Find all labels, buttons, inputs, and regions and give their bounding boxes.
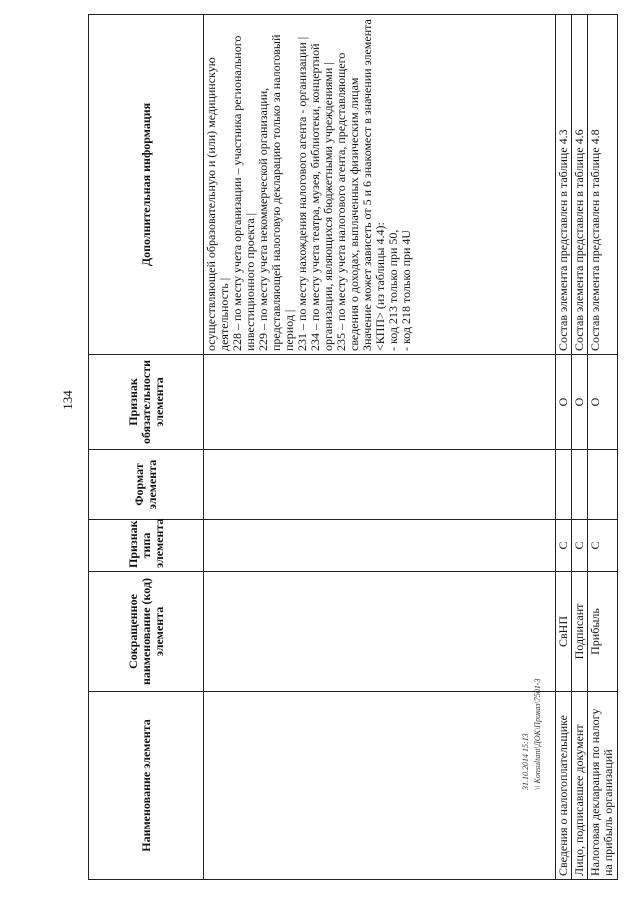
cell-code [204,572,556,692]
cell-code: СвНП [556,572,572,692]
cell-name: Налоговая декларация по налогу на прибыль организаций [588,692,618,880]
footer-line: \\ Konsultant\ДОК\Приказ\7501-3 [533,678,542,790]
table-row [556,15,572,880]
cell-format [572,450,588,520]
header-info: Дополнительная информация [89,15,204,355]
cell-name: Сведения о налогоплательщике [556,692,572,880]
cell-type: С [572,520,588,572]
header-row [89,15,204,880]
cell-required: О [556,355,572,450]
cell-code: Подписант [572,572,588,692]
cell-type [204,520,556,572]
cell-info: Состав элемента представлен в таблице 4.8 [588,15,618,355]
cell-code: Прибыль [588,572,618,692]
cell-format [556,450,572,520]
page-number: 134 [60,390,75,410]
elements-table [88,14,618,880]
cell-name: Лицо, подписавшее документ [572,692,588,880]
cell-info: осуществляющей образовательную и (или) медицинскую деятельность | 228 – по месту учета организации – участника регионального инвестиционного проекта | 229 – по месту учета некоммерческой организации, представляющей налоговую декларацию только за налоговый период | 231 – по месту нахождения налогового агента - организации | 234 – по месту учета театра, музея, библиотеки, концертной организации, являющихся бюджетными учреждениями | 235 – по месту учета налогового агента, представляющего сведения о доходах, выплаченных физическим лицам Значение может зависеть от 5 и 6 знакомест в значении элемента <КПП> (из таблицы 4.4): - код 213 только при 50, - код 218 только при 4U [204,15,556,355]
table-row [572,15,588,880]
header-short-name: Сокращенное наименование (код) элемента [89,572,204,692]
rotated-table-container [88,15,618,880]
header-required: Признак обязательности элемента [89,355,204,450]
table-row [588,15,618,880]
cell-format [588,450,618,520]
cell-info: Состав элемента представлен в таблице 4.3 [556,15,572,355]
cell-required: О [572,355,588,450]
continuation-row [204,15,556,880]
header-format: Формат элемента [89,450,204,520]
header-type: Признак типа элемента [89,520,204,572]
cell-type: С [588,520,618,572]
cell-required [204,355,556,450]
header-name: Наименование элемента [89,692,204,880]
cell-type: С [556,520,572,572]
cell-name [204,692,556,880]
footer-line: 31.10.2014 15:13 [521,733,530,790]
cell-format [204,450,556,520]
cell-required: О [588,355,618,450]
cell-info: Состав элемента представлен в таблице 4.6 [572,15,588,355]
